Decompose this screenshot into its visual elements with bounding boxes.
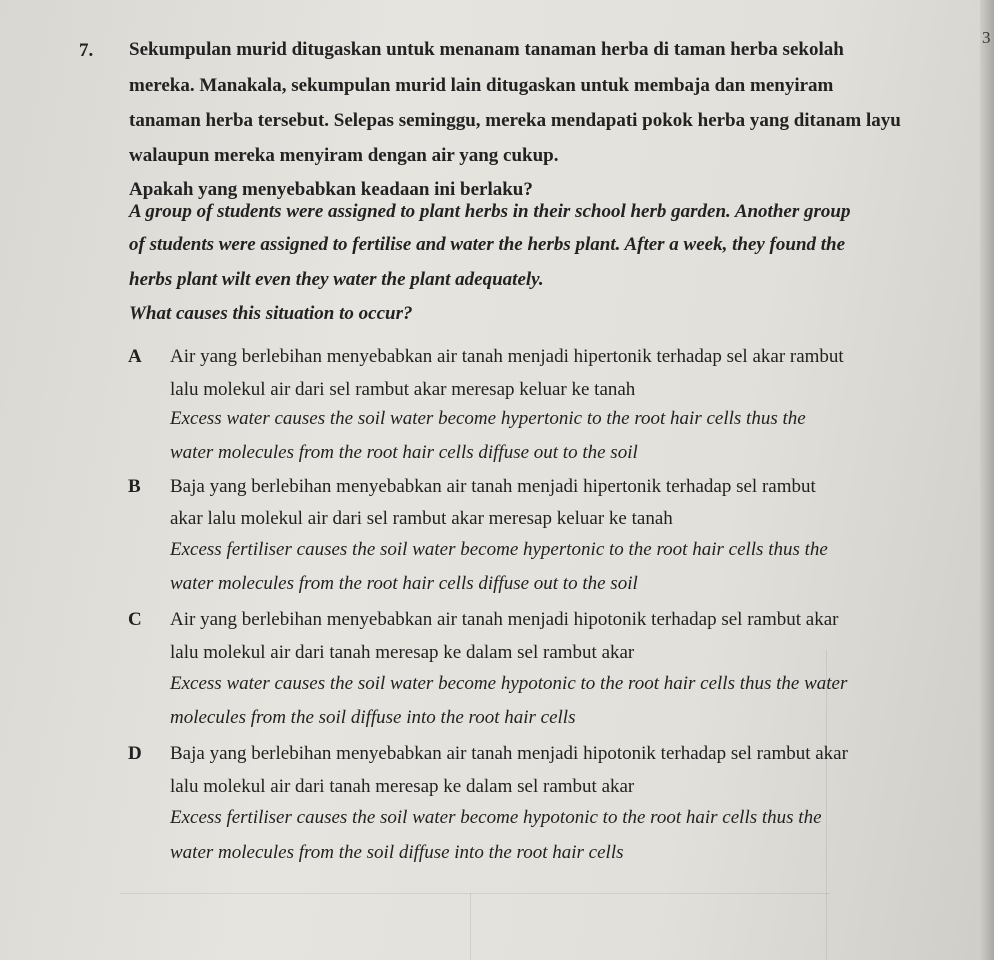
question-malay-line: tanaman herba tersebut. Selepas seminggu, mereka mendapati pokok herba yang ditanam layu xyxy=(129,110,901,131)
option-d-english: Excess fertiliser causes the soil water become hypotonic to the root hair cells thus the xyxy=(170,807,822,828)
bleed-through-line xyxy=(826,650,827,960)
page-edge xyxy=(980,0,994,960)
option-c-malay: Air yang berlebihan menyebabkan air tanah menjadi hipotonik terhadap sel rambut akar xyxy=(170,609,839,630)
option-b-english: Excess fertiliser causes the soil water become hypertonic to the root hair cells thus the xyxy=(170,539,828,560)
option-b-malay: Baja yang berlebihan menyebabkan air tanah menjadi hipertonik terhadap sel rambut xyxy=(170,476,816,497)
question-malay-prompt: Apakah yang menyebabkan keadaan ini berlaku? xyxy=(129,179,533,200)
option-c-english: molecules from the soil diffuse into the root hair cells xyxy=(170,707,576,728)
question-english-line: A group of students were assigned to plant herbs in their school herb garden. Another group xyxy=(129,201,851,222)
question-english-prompt: What causes this situation to occur? xyxy=(129,303,413,324)
option-a-letter: A xyxy=(128,346,142,367)
option-d-malay: Baja yang berlebihan menyebabkan air tanah menjadi hipotonik terhadap sel rambut akar xyxy=(170,743,848,764)
option-a-english: water molecules from the root hair cells diffuse out to the soil xyxy=(170,442,638,463)
bleed-through-line xyxy=(120,893,830,894)
option-b-malay: akar lalu molekul air dari sel rambut akar meresap keluar ke tanah xyxy=(170,508,673,529)
option-c-malay: lalu molekul air dari tanah meresap ke dalam sel rambut akar xyxy=(170,642,635,663)
option-a-malay: lalu molekul air dari sel rambut akar meresap keluar ke tanah xyxy=(170,379,636,400)
option-a-english: Excess water causes the soil water become hypertonic to the root hair cells thus the xyxy=(170,408,806,429)
option-b-letter: B xyxy=(128,476,141,497)
question-malay-line: mereka. Manakala, sekumpulan murid lain ditugaskan untuk membaja dan menyiram xyxy=(129,75,834,96)
option-c-letter: C xyxy=(128,609,142,630)
option-b-english: water molecules from the root hair cells diffuse out to the soil xyxy=(170,573,638,594)
option-d-letter: D xyxy=(128,743,142,764)
page-number: 3 xyxy=(982,28,991,47)
question-malay-line: Sekumpulan murid ditugaskan untuk menanam tanaman herba di taman herba sekolah xyxy=(129,39,844,60)
option-a-malay: Air yang berlebihan menyebabkan air tanah menjadi hipertonik terhadap sel akar rambut xyxy=(170,346,844,367)
question-malay-line: walaupun mereka menyiram dengan air yang cukup. xyxy=(129,145,559,166)
option-c-english: Excess water causes the soil water become hypotonic to the root hair cells thus the water xyxy=(170,673,848,694)
bleed-through-line xyxy=(470,893,471,960)
option-d-english: water molecules from the soil diffuse into the root hair cells xyxy=(170,842,624,863)
question-number: 7. xyxy=(79,40,94,61)
question-english-line: herbs plant wilt even they water the plant adequately. xyxy=(129,269,544,290)
question-english-line: of students were assigned to fertilise and water the herbs plant. After a week, they found the xyxy=(129,234,846,255)
option-d-malay: lalu molekul air dari tanah meresap ke dalam sel rambut akar xyxy=(170,776,635,797)
